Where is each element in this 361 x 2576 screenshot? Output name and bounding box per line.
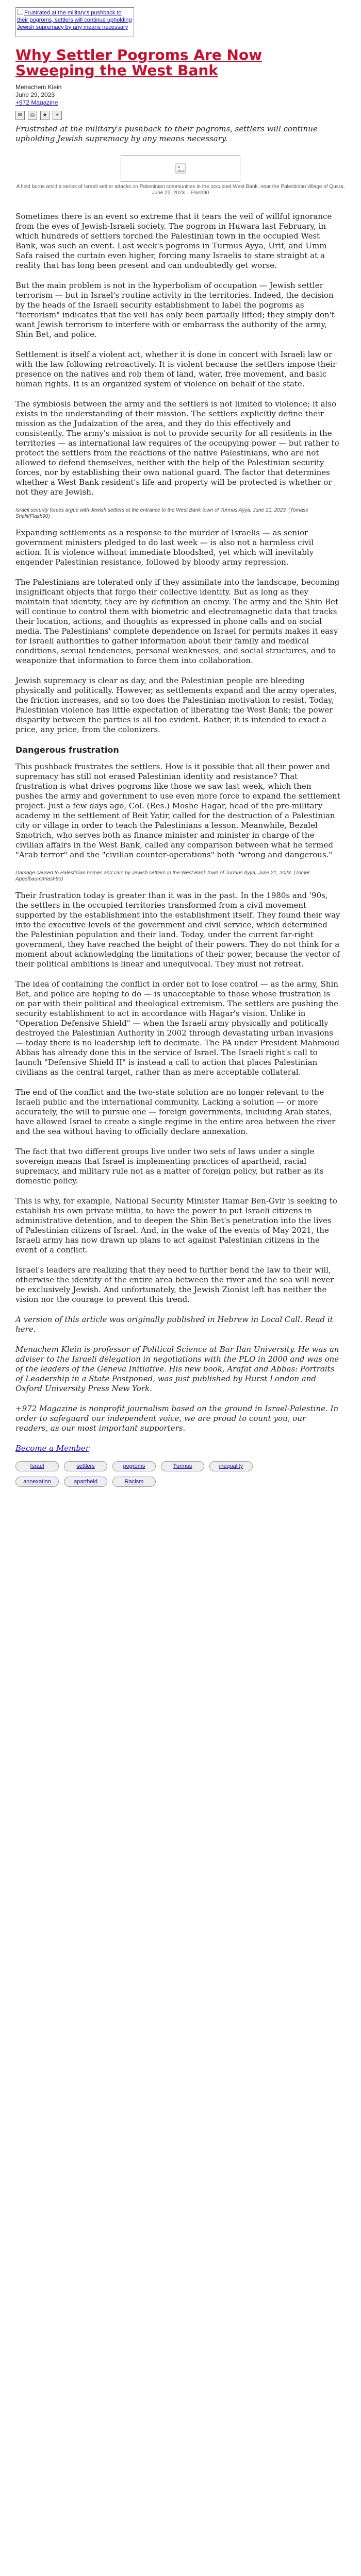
paragraph: The idea of containing the conflict in order not to lose control — as the army, Shin Bet, and police are hoping to do — is unacceptable to those whose frustration is on par with their political and theological extremism. The settlers are pushing the security establishment to act in accordance with Hagar's vision. Unlike in "Operation Defensive Shield" — when the Israeli army physically and politically destroyed the Palestinian Authority in 2002 through devastating urban invasions — today there is no leadership left to decimate. The PA under President Mahmoud Abbas has already done this in the service of Israel. The Israeli right's call to launch "Defensive Shield II" is instead a call to action that places Palestinian civilians as the central target, rather than as mere acceptable collateral. — [15, 979, 340, 1077]
share-icon[interactable]: ✉ — [15, 111, 25, 120]
tag-chip[interactable]: inequality — [209, 1461, 253, 1471]
paragraph: This is why, for example, National Security Minister Itamar Ben-Gvir is seeking to establish his own private militia, to have the power to put Israeli citizens in administrative detention, and to deepen the Shin Bet's penetration into the lives of Palestinian citizens of Israel. And, in the wake of the events of May 2021, the Israeli army has now drawn up plans to act against Palestinian citizens in the event of a conflict. — [15, 1196, 337, 1255]
paragraph: Sometimes there is an event so extreme that it tears the veil of willful ignorance from the eyes of Jewish-Israeli society. The pogrom in Huwara last February, in which hundreds of settlers torched the Palestinian town in the occupied West Bank, was such an event. Last week's pogroms in Turmus Ayya, Urif, and Umm Safa raised the curtain even higher, forcing many Israelis to stare straight at a reality that has long been present and can undoubtedly get worse. — [15, 212, 332, 270]
author-bio — [15, 1315, 346, 1433]
tag-chip[interactable]: settlers — [64, 1461, 107, 1471]
paragraph: Jewish supremacy is clear as day, and the Palestinian people are bleeding physically and politically. However, as settlements expand and the army operates, the friction increases, and so too does the Palestinian motivation to resist. Today, Palestinian violence has little expectation of liberating the West Bank; the power disparity between the parties is all too evident. Rather, it is intended to exact a price, any price, from the colonizers. — [15, 676, 337, 734]
lead-figure-caption: A field burns amid a series of Israeli settler attacks on Palestinian communities in the occupied West Bank, near the Palestinian village of Qusra, June 22, 2023. · Flash90 — [16, 184, 345, 196]
link-icon[interactable]: ⚭ — [53, 111, 62, 120]
bio-paragraph: +972 Magazine is nonprofit journalism based on the ground in Israel-Palestine. In order to safeguard our independent voice, we are proud to count you, our readers, as our most important supporters. — [15, 1404, 339, 1433]
tag-chip[interactable]: Turmus — [161, 1461, 204, 1471]
author-name: Menachem Klein — [15, 83, 62, 91]
bio-paragraph: A version of this article was originally published in Hebrew in Local Call. Read it here. — [15, 1315, 333, 1334]
share-icons — [15, 111, 346, 120]
publish-date: June 29, 2023 — [15, 91, 55, 98]
article-column — [15, 0, 346, 1487]
paragraph: Israel's leaders are realizing that they need to further bend the law to their will, otherwise the identity of the entire area between the river and the sea will never be exclusively Jewish. And unfortunately, the Jewish Zionist left has neither the vision nor the courage to prevent this trend. — [15, 1265, 334, 1304]
lead-image — [121, 155, 240, 182]
paragraph: Their frustration today is greater than it was in the past. In the 1980s and '90s, the settlers in the occupied territories transformed from a civil movement supported by the establishment into the establishment itself. They found their way into the executive levels of the government and civil service, which determined the Palestinian population and their land. Today, under the current far-right government, they have reached the height of their powers. They do not think for a moment about acknowledging the limitations of their power, because the vector of their political ambitions is linear and unequivocal. They must not retreat. — [15, 891, 340, 969]
photo-caption: Israeli security forces argue with Jewish settlers at the entrance to the West Bank town of Turmus Ayya, June 21, 2023. (Tomaso Shalit/Flash90) — [15, 507, 308, 519]
paragraph: But the main problem is not in the hyperbolism of occupation — Jewish settler terrorism — but in Israel's routine activity in the territories. Indeed, the decision by the heads of the Israeli security establishment to label the pogroms as "terrorism" indicates that the veil has only been partially lifted; they simply don't want Jewish terrorism to interfere with or embarrass the authority of the army, Shin Bet, and police. — [15, 281, 335, 339]
tag-chip[interactable]: apartheid — [64, 1477, 107, 1487]
tag-list — [15, 1461, 263, 1487]
body-section-3 — [15, 762, 346, 860]
paragraph: The Palestinians are tolerated only if they assimilate into the landscape, becoming insignificant objects that forgo their collective identity. But as long as they maintain that identity, they are by definition an enemy. The army and the Shin Bet will continue to control them with biometric and electromagnetic data that tracks their location, actions, and thoughts as expressed in phone calls and on social media. The Palestinians' complete dependence on Israel for permits makes it easy for Israeli authorities to gather information about their family and medical conditions, sexual tendencies, personal weaknesses, and social structures, and to weaponize that information to force them into collaboration. — [15, 578, 340, 665]
source-link[interactable]: +972 Magazine — [15, 99, 58, 106]
paragraph: The symbiosis between the army and the settlers is not limited to violence; it also exists in the understanding of their mission. The settlers explicitly define their mission as the Judaization of the area, and they do this effectively and consistently. The army's mission is not to provide security for all residents in the territories — as international law requires of the occupying power — but rather to protect the settlers from the reactions of the native Palestinians, who are not allowed to defend themselves, neither with the help of the Palestinian security forces, nor by establishing their own national guard. The factor that determines whether a West Bank resident's life and property will be protected is whether or not they are Jewish. — [15, 399, 339, 497]
image-placeholder-icon — [175, 163, 186, 174]
body-section-4 — [15, 891, 346, 1304]
photo-caption: Damage caused to Palestinian homes and cars by Jewish settlers in the West Bank town of Turmus Ayya, June 21, 2023. (Tomer Appelbaum/Flash90) — [15, 870, 310, 882]
body-section-2 — [15, 528, 346, 735]
top-image-link[interactable] — [15, 7, 134, 37]
section-subhead: Dangerous frustration — [15, 745, 119, 755]
lead-figure — [15, 155, 346, 196]
body-section-1 — [15, 212, 346, 497]
paragraph: The fact that two different groups live under two sets of laws under a single sovereign means that Israel is implementing practices of apartheid, racial supremacy, and military rule not as a matter of foreign policy, but rather as its domestic policy. — [15, 1147, 324, 1185]
tag-chip[interactable]: pogroms — [112, 1461, 156, 1471]
paragraph: This pushback frustrates the settlers. How is it possible that all their power and supremacy has still not erased Palestinian identity and resistance? That frustration is what drives pogroms like those we saw last week, which then pushes the army and government to use even more force to expand the settlement project. Just a few days ago, Col. (Res.) Moshe Hagar, head of the pre-military academy in the settlement of Beit Yatir, called for the destruction of a Palestinian city or village in order to teach the Palestinians a lesson. Meanwhile, Bezalel Smotrich, who serves both as finance minister and minister in charge of the civilian affairs in the West Bank, called any comparison between what he termed "Arab terror" and the "civilian counter-operations" both "wrong and dangerous." — [15, 762, 340, 859]
paragraph: Expanding settlements as a response to the murder of Israelis — as senior government ministers pledged to do last week — is also not a harmless civil action. It is violence without immediate bloodshed, yet which will inevitably engender Palestinian resistance, followed by bloody army repression. — [15, 528, 314, 567]
become-member-link[interactable]: Become a Member — [15, 1444, 90, 1453]
bookmark-icon[interactable]: ★ — [40, 111, 50, 120]
article-dek: Frustrated at the military's pushback to their pogroms, settlers will continue upholding Jewish supremacy by any means necessary. — [15, 124, 318, 143]
byline — [15, 83, 346, 107]
article-title[interactable]: Why Settler Pogroms Are Now Sweeping the West Bank — [15, 46, 262, 79]
broken-image-icon — [17, 9, 23, 15]
tag-chip[interactable]: Israel — [15, 1461, 59, 1471]
tag-chip[interactable]: annexation — [15, 1477, 59, 1487]
bio-paragraph: Menachem Klein is professor of Political Science at Bar Ilan University. He was an adviser to the Israeli delegation in negotiations with the PLO in 2000 and was one of the leaders of the Geneva Initiative. His new book, Arafat and Abbas: Portraits of Leadership in a State Postponed, was just published by Hurst London and Oxford University Press New York. — [15, 1345, 339, 1393]
print-icon[interactable]: ⎙ — [28, 111, 37, 120]
paragraph: The end of the conflict and the two-state solution are no longer relevant to the Israeli public and the international community. Lacking a solution — or more accurately, the will to pursue one — foreign governments, including Arab states, have allowed Israel to create a single regime in the entire area between the river and the sea without having to officially declare annexation. — [15, 1088, 336, 1136]
tag-chip[interactable]: Racism — [112, 1477, 156, 1487]
paragraph: Settlement is itself a violent act, whether it is done in concert with Israeli law or with the law following retroactively. It is violent because the settlers impose their presence on the natives and rob them of land, water, free movement, and basic human rights. It is an organized system of violence on behalf of the state. — [15, 350, 337, 388]
top-image-alt-text: Frustrated at the military's pushback to their pogroms, settlers will continue upholding Jewish supremacy by any means necessary — [17, 10, 132, 30]
